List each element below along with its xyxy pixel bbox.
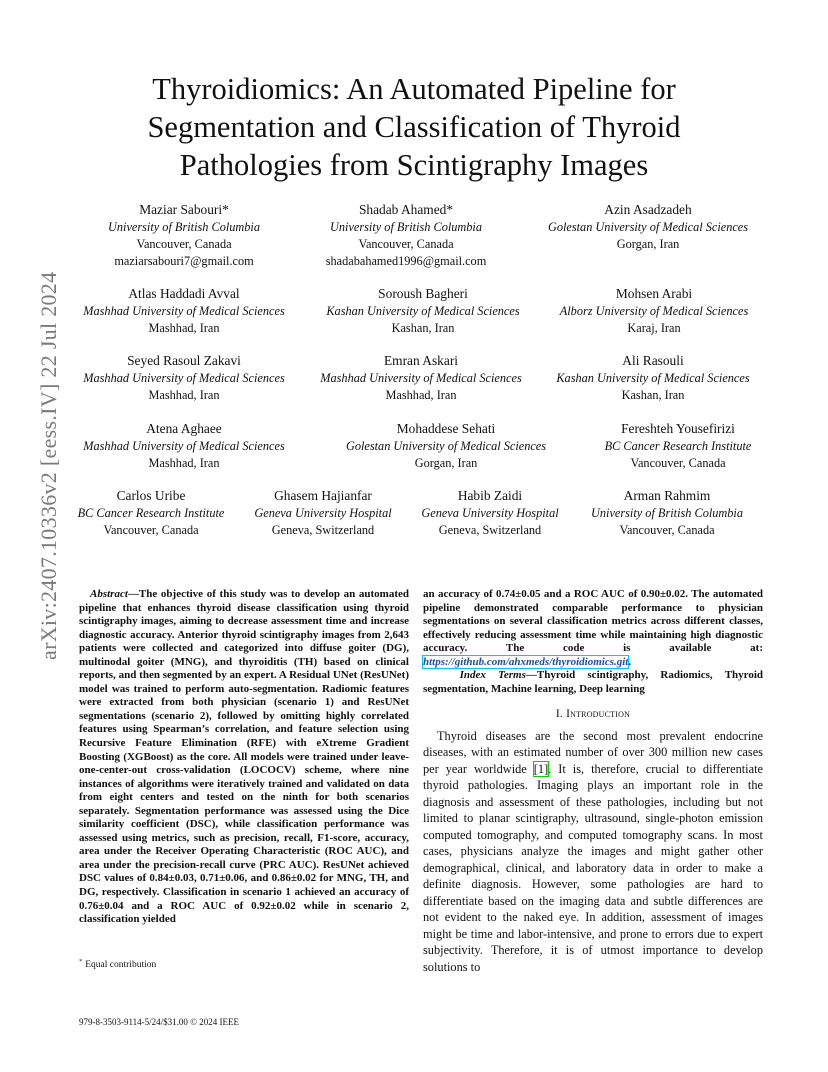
author-location: Kashan, Iran bbox=[391, 321, 455, 335]
author-name: Soroush Bagheri bbox=[378, 286, 468, 301]
author-location: Karaj, Iran bbox=[627, 321, 681, 335]
author-name: Seyed Rasoul Zakavi bbox=[127, 353, 241, 368]
code-link[interactable]: https://github.com/ahxmeds/thyroidiomics.git bbox=[423, 655, 629, 668]
author-name: Emran Askari bbox=[383, 353, 459, 368]
author-location: Vancouver, Canada bbox=[103, 523, 199, 537]
author-card bbox=[548, 201, 748, 253]
author-card bbox=[83, 352, 284, 404]
footnote-mark: * bbox=[79, 958, 83, 965]
section-title: Introduction bbox=[566, 708, 631, 721]
author-affiliation: BC Cancer Research Institute bbox=[604, 439, 752, 453]
author-name: Mohaddese Sehati bbox=[396, 421, 496, 436]
author-location: Mashhad, Iran bbox=[385, 388, 457, 402]
author-name: Ghasem Hajianfar bbox=[274, 488, 372, 503]
author-card bbox=[108, 201, 260, 270]
author-name: Maziar Sabouri* bbox=[139, 202, 229, 217]
intro-text: Thyroid diseases are the second most prevalent endocrine diseases, with an estimated number of over 300 million new cases per year worldwide bbox=[423, 728, 763, 776]
author-location: Mashhad, Iran bbox=[148, 456, 220, 470]
author-name: Azin Asadzadeh bbox=[604, 202, 692, 217]
abstract-text: an accuracy of 0.74±0.05 and a ROC AUC of 0.90±0.02. The automated pipeline demonstrated comparable performance to physician segmentations on several classification metrics across different classes, effectively reducing assessment time while maintaining high diagnostic accuracy. The code is available at: bbox=[423, 588, 763, 655]
author-location: Gorgan, Iran bbox=[616, 237, 680, 251]
author-card bbox=[560, 285, 749, 337]
author-card bbox=[421, 487, 558, 539]
author-card bbox=[556, 352, 749, 404]
author-card bbox=[605, 420, 752, 472]
abstract-label: Abstract bbox=[90, 588, 128, 600]
author-affiliation: Golestan University of Medical Sciences bbox=[547, 220, 749, 234]
index-terms bbox=[423, 669, 763, 696]
section-heading bbox=[423, 708, 763, 722]
author-name: Ali Rasouli bbox=[622, 353, 684, 368]
abstract-column-left bbox=[79, 588, 409, 927]
author-name: Arman Rahmim bbox=[623, 488, 711, 503]
intro-text: . It is, therefore, crucial to differentiate thyroid pathologies. Imaging plays an important role in the diagnosis and assessment of these pathologies, including but not limited to planar scintigraphy, ultrasound, single-photon emission computed tomography, and computed tomography scans. In most cases, physicians analyze the images and might gather other demographical, clinical, and laboratory data in order to make a definite diagnosis. However, some pathologies are hard to differentiate based on the imaging data and subtle differences are not evident to the naked eye. In addition, assessment of images might be time and labor-intensive, and prone to errors due to expert subjectivity. Therefore, it is of utmost importance to develop solutions to bbox=[423, 761, 763, 974]
author-email[interactable]: maziarsabouri7@gmail.com bbox=[114, 254, 254, 268]
author-name: Carlos Uribe bbox=[116, 488, 186, 503]
author-affiliation: Mashhad University of Medical Sciences bbox=[320, 371, 522, 385]
title-line: Segmentation and Classification of Thyroid bbox=[147, 110, 681, 144]
author-name: Habib Zaidi bbox=[457, 488, 523, 503]
author-name: Atena Aghaee bbox=[146, 421, 222, 436]
footnote bbox=[79, 956, 156, 971]
author-card bbox=[326, 285, 519, 337]
author-affiliation: Alborz University of Medical Sciences bbox=[559, 304, 749, 318]
author-affiliation: Mashhad University of Medical Sciences bbox=[83, 304, 285, 318]
section-number: I. bbox=[555, 708, 567, 721]
title-line: Thyroidiomics: An Automated Pipeline for bbox=[152, 72, 676, 106]
author-name: Atlas Haddadi Avval bbox=[128, 286, 240, 301]
author-card bbox=[254, 487, 391, 539]
author-affiliation: Mashhad University of Medical Sciences bbox=[83, 439, 285, 453]
footnote-text: Equal contribution bbox=[85, 960, 157, 971]
author-location: Vancouver, Canada bbox=[630, 456, 726, 470]
author-card bbox=[83, 420, 284, 472]
author-location: Kashan, Iran bbox=[621, 388, 685, 402]
index-terms-label: Index Terms bbox=[459, 669, 526, 682]
abstract-text: —The objective of this study was to develop an automated pipeline that enhances thyroid disease classification using thyroid scintigraphy images, aiming to decrease assessment time and increase diagnostic accuracy. Anterior thyroid scintigraphy images from 2,643 patients were collected and categorized into diffuse goiter (DG), multinodal goiter (MNG), and thyroiditis (TH) based on clinical reports, and then segmented by an expert. A Residual UNet (ResUNet) model was trained to perform auto-segmentation. Radiomic features were extracted from both physician (scenario 1) and ResUNet segmentations (scenario 2), followed by omitting highly correlated features using Spearman’s correlation, and feature selection using Recursive Feature Elimination (RFE) with eXtreme Gradient Boosting (XGBoost) as the core. All models were trained under leave-one-center-out cross-validation (LOCOCV) scheme, where nine instances of algorithms were iteratively trained and validated on data from eight centers and tested on the ninth for both scenarios separately. Segmentation performance was assessed using the Dice similarity coefficient (DSC), while classification performance was assessed using metrics, such as precision, recall, F1-score, accuracy, area under the Receiver Operating Characteristic (ROC AUC), and area under the precision-recall curve (PRC AUC). ResUNet achieved DSC values of 0.84±0.03, 0.71±0.06, and 0.86±0.02 for MNG, TH, and DG, respectively. Classification in scenario 1 achieved an accuracy of 0.76±0.04 and a ROC AUC of 0.92±0.02 while in scenario 2, classification yielded bbox=[79, 588, 409, 926]
author-affiliation: Kashan University of Medical Sciences bbox=[326, 304, 520, 318]
author-affiliation: Golestan University of Medical Sciences bbox=[345, 439, 547, 453]
author-affiliation: University of British Columbia bbox=[108, 220, 260, 234]
author-card bbox=[346, 420, 546, 472]
index-terms-text: —Thyroid scintigraphy, Radiomics, Thyroid segmentation, Machine learning, Deep learning bbox=[423, 669, 764, 695]
author-name: Mohsen Arabi bbox=[615, 286, 693, 301]
author-affiliation: Mashhad University of Medical Sciences bbox=[83, 371, 285, 385]
author-card bbox=[320, 352, 521, 404]
author-location: Geneva, Switzerland bbox=[271, 523, 375, 537]
abstract bbox=[79, 588, 409, 927]
author-location: Geneva, Switzerland bbox=[438, 523, 542, 537]
citation-link[interactable]: [1] bbox=[533, 761, 549, 776]
author-name: Shadab Ahamed* bbox=[358, 202, 454, 217]
title-line: Pathologies from Scintigraphy Images bbox=[179, 148, 649, 182]
abstract-text: . bbox=[628, 655, 632, 668]
author-affiliation: University of British Columbia bbox=[330, 220, 482, 234]
author-email[interactable]: shadabahamed1996@gmail.com bbox=[325, 254, 487, 268]
author-affiliation: University of British Columbia bbox=[591, 506, 743, 520]
author-location: Mashhad, Iran bbox=[148, 321, 220, 335]
author-location: Vancouver, Canada bbox=[136, 237, 232, 251]
intro-paragraph bbox=[423, 728, 763, 976]
author-card bbox=[326, 201, 487, 270]
author-card bbox=[78, 487, 225, 539]
author-location: Gorgan, Iran bbox=[414, 456, 478, 470]
copyright-notice: 979-8-3503-9114-5/24/$31.00 © 2024 IEEE bbox=[79, 1017, 239, 1027]
author-affiliation: Geneva University Hospital bbox=[421, 506, 559, 520]
arxiv-identifier: arXiv:2407.10336v2 [eess.IV] 22 Jul 2024 bbox=[36, 271, 61, 660]
author-location: Vancouver, Canada bbox=[358, 237, 454, 251]
author-affiliation: BC Cancer Research Institute bbox=[77, 506, 225, 520]
author-affiliation: Geneva University Hospital bbox=[254, 506, 392, 520]
author-location: Mashhad, Iran bbox=[148, 388, 220, 402]
abstract-column-right bbox=[423, 588, 763, 975]
author-affiliation: Kashan University of Medical Sciences bbox=[556, 371, 750, 385]
abstract-continued bbox=[423, 588, 763, 669]
author-location: Vancouver, Canada bbox=[619, 523, 715, 537]
author-card bbox=[83, 285, 284, 337]
author-card bbox=[591, 487, 743, 539]
author-name: Fereshteh Yousefirizi bbox=[621, 421, 735, 436]
